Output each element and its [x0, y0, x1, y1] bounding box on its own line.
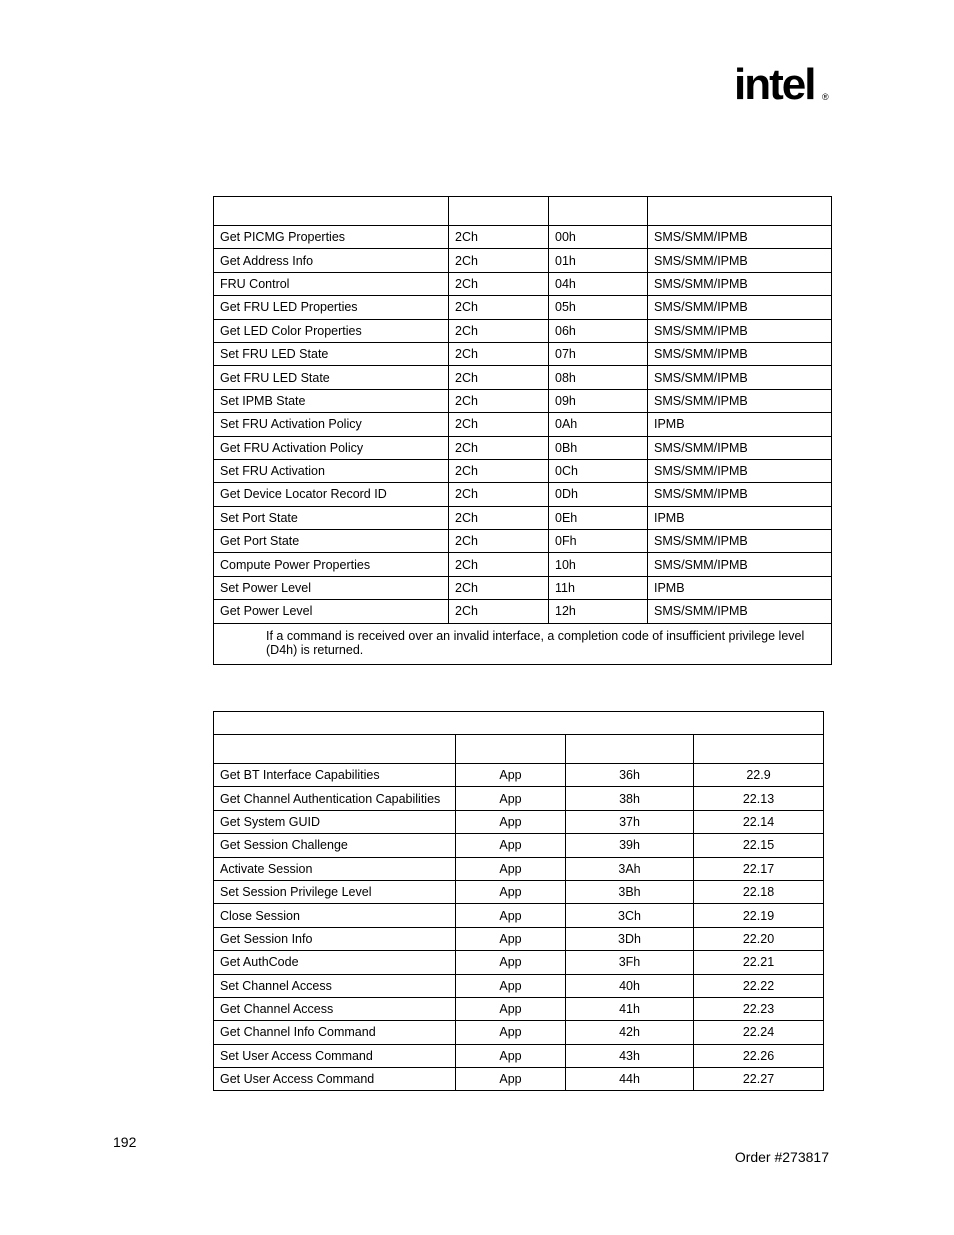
table-row: [214, 974, 824, 997]
table-row: [214, 272, 832, 295]
table-cell: Get Session Info: [214, 927, 456, 950]
table-cell: Set FRU Activation: [214, 459, 449, 482]
table-cell: 2Ch: [449, 389, 549, 412]
table-note: If a command is received over an invalid interface, a completion code of insufficient privilege level (D4h) is returned.: [214, 623, 832, 664]
table-cell: 43h: [566, 1044, 694, 1067]
table-cell: 38h: [566, 787, 694, 810]
table-cell: Get Channel Info Command: [214, 1021, 456, 1044]
header-cell: [214, 735, 456, 764]
table-cell: SMS/SMM/IPMB: [648, 249, 832, 272]
table-cell: 07h: [549, 342, 648, 365]
table-cell: 2Ch: [449, 413, 549, 436]
table-cell: SMS/SMM/IPMB: [648, 600, 832, 623]
table-row: [214, 249, 832, 272]
table-cell: Get System GUID: [214, 810, 456, 833]
table-row: [214, 342, 832, 365]
header-cell: [648, 197, 832, 226]
table-cell: 22.15: [694, 834, 824, 857]
table-note-row: [214, 623, 832, 664]
table-cell: App: [456, 880, 566, 903]
table-cell: 22.13: [694, 787, 824, 810]
picmg-commands-body: [214, 197, 832, 665]
table-cell: 36h: [566, 764, 694, 787]
table-row: [214, 764, 824, 787]
table-cell: 12h: [549, 600, 648, 623]
table-cell: Compute Power Properties: [214, 553, 449, 576]
table-cell: 22.27: [694, 1068, 824, 1091]
header-cell: [694, 735, 824, 764]
table-row: [214, 319, 832, 342]
table-cell: 0Eh: [549, 506, 648, 529]
table-cell: 04h: [549, 272, 648, 295]
table-cell: App: [456, 1044, 566, 1067]
table-cell: 2Ch: [449, 436, 549, 459]
table-row: [214, 857, 824, 880]
table-row: [214, 600, 832, 623]
table-cell: Get PICMG Properties: [214, 226, 449, 249]
registered-mark: ®: [822, 92, 829, 102]
table-header-row: [214, 197, 832, 226]
table-cell: 22.19: [694, 904, 824, 927]
table-cell: SMS/SMM/IPMB: [648, 436, 832, 459]
table-cell: App: [456, 951, 566, 974]
table-row: [214, 553, 832, 576]
table-cell: 22.26: [694, 1044, 824, 1067]
table-cell: SMS/SMM/IPMB: [648, 226, 832, 249]
table-cell: App: [456, 810, 566, 833]
table-cell: 2Ch: [449, 483, 549, 506]
order-number: Order #273817: [734, 1149, 829, 1165]
table-cell: Get BT Interface Capabilities: [214, 764, 456, 787]
table-cell: App: [456, 997, 566, 1020]
table-cell: IPMB: [648, 413, 832, 436]
table-cell: Get AuthCode: [214, 951, 456, 974]
table-cell: Get Session Challenge: [214, 834, 456, 857]
table-cell: Set Port State: [214, 506, 449, 529]
table-cell: 2Ch: [449, 576, 549, 599]
table-cell: 3Ch: [566, 904, 694, 927]
table-cell: 10h: [549, 553, 648, 576]
table-cell: 2Ch: [449, 600, 549, 623]
table-cell: 2Ch: [449, 296, 549, 319]
table-cell: App: [456, 857, 566, 880]
table-cell: SMS/SMM/IPMB: [648, 553, 832, 576]
table-cell: 05h: [549, 296, 648, 319]
table-cell: SMS/SMM/IPMB: [648, 389, 832, 412]
table-cell: 3Fh: [566, 951, 694, 974]
table-row: [214, 413, 832, 436]
ipmi-commands-body: [214, 712, 824, 1091]
table-cell: 09h: [549, 389, 648, 412]
header-cell: [214, 197, 449, 226]
table-row: [214, 226, 832, 249]
table-cell: 22.24: [694, 1021, 824, 1044]
table-cell: 3Ah: [566, 857, 694, 880]
table-cell: 3Dh: [566, 927, 694, 950]
table-row: [214, 904, 824, 927]
table-cell: Set IPMB State: [214, 389, 449, 412]
table-row: [214, 296, 832, 319]
table-cell: App: [456, 974, 566, 997]
table-cell: Get Port State: [214, 530, 449, 553]
table-row: [214, 834, 824, 857]
table-cell: SMS/SMM/IPMB: [648, 483, 832, 506]
table-cell: 2Ch: [449, 342, 549, 365]
table-cell: Get FRU LED State: [214, 366, 449, 389]
table-row: [214, 787, 824, 810]
table-cell: IPMB: [648, 506, 832, 529]
table-cell: 22.14: [694, 810, 824, 833]
table-cell: Set Channel Access: [214, 974, 456, 997]
table-cell: 01h: [549, 249, 648, 272]
table-cell: SMS/SMM/IPMB: [648, 296, 832, 319]
table-cell: 22.20: [694, 927, 824, 950]
table-cell: IPMB: [648, 576, 832, 599]
table-row: [214, 436, 832, 459]
table-row: [214, 927, 824, 950]
table-cell: 0Bh: [549, 436, 648, 459]
table-cell: 06h: [549, 319, 648, 342]
table-cell: 22.21: [694, 951, 824, 974]
table-cell: 39h: [566, 834, 694, 857]
table-cell: App: [456, 1021, 566, 1044]
table-cell: Get Address Info: [214, 249, 449, 272]
table-cell: Set FRU Activation Policy: [214, 413, 449, 436]
table-cell: App: [456, 834, 566, 857]
table-cell: 3Bh: [566, 880, 694, 903]
table-cell: 41h: [566, 997, 694, 1020]
table-cell: 2Ch: [449, 553, 549, 576]
table-row: [214, 506, 832, 529]
table-cell: 2Ch: [449, 366, 549, 389]
table-cell: Get Device Locator Record ID: [214, 483, 449, 506]
table-cell: SMS/SMM/IPMB: [648, 319, 832, 342]
table-cell: 22.18: [694, 880, 824, 903]
table-cell: 22.9: [694, 764, 824, 787]
table-cell: SMS/SMM/IPMB: [648, 459, 832, 482]
intel-logo: [734, 58, 834, 118]
page-number: 192: [113, 1134, 137, 1150]
table-row: [214, 951, 824, 974]
table-row: [214, 1021, 824, 1044]
table-cell: Get User Access Command: [214, 1068, 456, 1091]
table-cell: Set Power Level: [214, 576, 449, 599]
table-row: [214, 459, 832, 482]
picmg-commands-table: [213, 196, 832, 665]
table-cell: Get FRU Activation Policy: [214, 436, 449, 459]
table-cell: Get FRU LED Properties: [214, 296, 449, 319]
table-cell: 0Ah: [549, 413, 648, 436]
table-row: [214, 1068, 824, 1091]
table-cell: 2Ch: [449, 530, 549, 553]
table-row: [214, 810, 824, 833]
table-cell: App: [456, 927, 566, 950]
table-cell: Activate Session: [214, 857, 456, 880]
table-cell: 08h: [549, 366, 648, 389]
table-row: [214, 366, 832, 389]
table-caption: [214, 712, 824, 735]
logo-text: intel: [734, 60, 815, 109]
table-cell: 2Ch: [449, 272, 549, 295]
ipmi-commands-table: [213, 711, 824, 1091]
header-cell: [449, 197, 549, 226]
table-cell: App: [456, 787, 566, 810]
table-cell: 2Ch: [449, 249, 549, 272]
table-cell: 2Ch: [449, 226, 549, 249]
table-cell: 40h: [566, 974, 694, 997]
table-cell: SMS/SMM/IPMB: [648, 530, 832, 553]
table-row: [214, 1044, 824, 1067]
table-cell: FRU Control: [214, 272, 449, 295]
table-row: [214, 530, 832, 553]
table-cell: 37h: [566, 810, 694, 833]
table-cell: 0Ch: [549, 459, 648, 482]
table-cell: 42h: [566, 1021, 694, 1044]
table-cell: Set FRU LED State: [214, 342, 449, 365]
table-cell: 11h: [549, 576, 648, 599]
table-cell: SMS/SMM/IPMB: [648, 342, 832, 365]
table-cell: App: [456, 764, 566, 787]
header-cell: [566, 735, 694, 764]
table-cell: SMS/SMM/IPMB: [648, 366, 832, 389]
table-caption-row: [214, 712, 824, 735]
table-cell: 2Ch: [449, 319, 549, 342]
table-cell: 00h: [549, 226, 648, 249]
header-cell: [456, 735, 566, 764]
table-row: [214, 997, 824, 1020]
table-cell: Get Channel Authentication Capabilities: [214, 787, 456, 810]
table-cell: Get Power Level: [214, 600, 449, 623]
table-cell: App: [456, 904, 566, 927]
table-row: [214, 576, 832, 599]
table-cell: 22.23: [694, 997, 824, 1020]
table-cell: 22.17: [694, 857, 824, 880]
table-cell: SMS/SMM/IPMB: [648, 272, 832, 295]
table-row: [214, 880, 824, 903]
table-cell: 0Fh: [549, 530, 648, 553]
table-cell: Get LED Color Properties: [214, 319, 449, 342]
table-cell: Set User Access Command: [214, 1044, 456, 1067]
table-cell: Close Session: [214, 904, 456, 927]
table-cell: 2Ch: [449, 506, 549, 529]
table-cell: App: [456, 1068, 566, 1091]
table-row: [214, 389, 832, 412]
table-cell: 22.22: [694, 974, 824, 997]
table-cell: Get Channel Access: [214, 997, 456, 1020]
table-cell: 0Dh: [549, 483, 648, 506]
table-cell: 2Ch: [449, 459, 549, 482]
header-cell: [549, 197, 648, 226]
table-header-row: [214, 735, 824, 764]
table-cell: Set Session Privilege Level: [214, 880, 456, 903]
table-row: [214, 483, 832, 506]
table-cell: 44h: [566, 1068, 694, 1091]
